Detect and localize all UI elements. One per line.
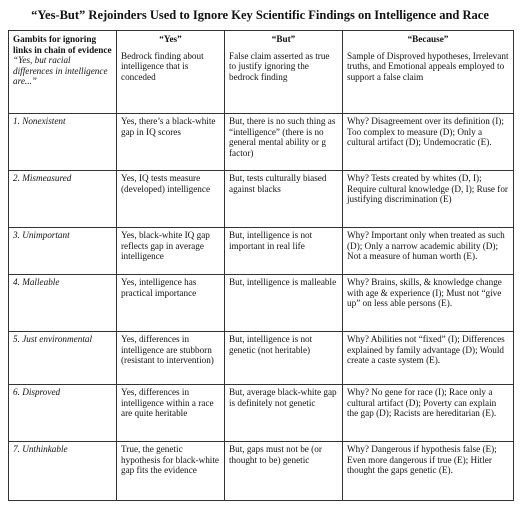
because-cell: Why? Brains, skills, & knowledge change with age & experience (I); Must not “give up” on less able persons (E).: [343, 275, 514, 332]
table-row: [9, 332, 514, 385]
yes-cell: Yes, there’s a black-white gap in IQ scores: [117, 114, 225, 171]
but-cell: But, gaps must not be (or thought to be) genetic: [225, 442, 343, 501]
yes-column-header: [117, 31, 225, 114]
table-row: [9, 171, 514, 228]
yes-header-label: “Yes”: [159, 34, 182, 44]
because-column-header: [343, 31, 514, 114]
table-row: [9, 114, 514, 171]
table-row: [9, 275, 514, 332]
but-cell: But, intelligence is not genetic (not heritable): [225, 332, 343, 385]
gambit-header-title: Gambits for ignoring links in chain of evidence: [13, 34, 112, 55]
row-label: 5. Just environmental: [9, 332, 117, 385]
table-row: [9, 228, 514, 275]
because-cell: Why? No gene for race (I); Race only a cultural artifact (D); Poverty can explain the gap (D); Racists are hereditarian (E).: [343, 385, 514, 442]
document-title: “Yes-But” Rejoinders Used to Ignore Key Scientific Findings on Intelligence and Race: [31, 8, 489, 22]
but-cell: But, there is no such thing as “intelligence” (there is no general mental ability or g factor): [225, 114, 343, 171]
row-label: 6. Disproved: [9, 385, 117, 442]
but-cell: But, tests culturally biased against blacks: [225, 171, 343, 228]
yes-cell: True, the genetic hypothesis for black-white gap fits the evidence: [117, 442, 225, 501]
but-cell: But, intelligence is not important in real life: [225, 228, 343, 275]
rejoinders-table: [8, 30, 514, 501]
but-cell: But, intelligence is malleable: [225, 275, 343, 332]
because-cell: Why? Disagreement over its definition (I); Too complex to measure (D); Only a cultural artifact (D); Undemocratic (E).: [343, 114, 514, 171]
row-label: 7. Unthinkable: [9, 442, 117, 501]
intro-because-cell: Sample of Disproved hypotheses, Irrelevant truths, and Emotional appeals employed to support a false claim: [347, 50, 509, 82]
gambit-column-header: [9, 31, 117, 114]
yes-cell: Yes, intelligence has practical importance: [117, 275, 225, 332]
row-label: 2. Mismeasured: [9, 171, 117, 228]
table-header-row: [9, 31, 514, 114]
because-cell: Why? Dangerous if hypothesis false (E); Even more dangerous if true (E); Hitler thought the gaps genetic (E).: [343, 442, 514, 501]
because-cell: Why? Abilities not “fixed” (I); Differences explained by family advantage (D); Would create a caste system (E).: [343, 332, 514, 385]
gambit-header-subtitle: “Yes, but racial differences in intelligence are...”: [13, 55, 108, 87]
yes-cell: Yes, differences in intelligence within a race are quite heritable: [117, 385, 225, 442]
because-cell: Why? Important only when treated as such (D); Only a narrow academic ability (D); Not a measure of human worth (E).: [343, 228, 514, 275]
table-row: [9, 442, 514, 501]
row-label: 3. Unimportant: [9, 228, 117, 275]
table-row: [9, 385, 514, 442]
intro-but-cell: False claim asserted as true to justify ignoring the bedrock finding: [229, 50, 330, 82]
yes-cell: Yes, IQ tests measure (developed) intelligence: [117, 171, 225, 228]
row-label: 4. Malleable: [9, 275, 117, 332]
because-cell: Why? Tests created by whites (D, I); Require cultural knowledge (D, I); Ruse for justifying discrimination (E): [343, 171, 514, 228]
because-header-label: “Because”: [407, 34, 449, 44]
yes-cell: Yes, differences in intelligence are stubborn (resistant to intervention): [117, 332, 225, 385]
intro-yes-cell: Bedrock finding about intelligence that is conceded: [121, 50, 204, 82]
but-column-header: [225, 31, 343, 114]
but-header-label: “But”: [271, 34, 296, 44]
but-cell: But, average black-white gap is definitely not genetic: [225, 385, 343, 442]
row-label: 1. Nonexistent: [9, 114, 117, 171]
yes-cell: Yes, black-white IQ gap reflects gap in average intelligence: [117, 228, 225, 275]
